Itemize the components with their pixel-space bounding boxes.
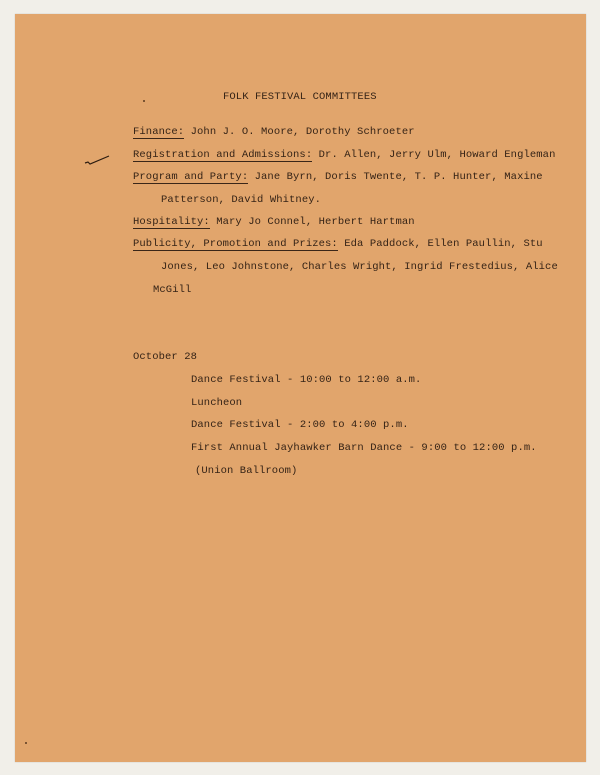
ink-speck — [143, 100, 145, 102]
publicity-members: Eda Paddock, Ellen Paullin, Stu — [344, 238, 543, 250]
registration-members: Dr. Allen, Jerry Ulm, Howard Engleman — [318, 149, 556, 161]
publicity-continued-2: McGill — [153, 284, 192, 296]
checkmark-icon — [83, 154, 113, 168]
schedule-item: First Annual Jayhawker Barn Dance - 9:00 to 12:00 p.m. — [191, 442, 537, 454]
document-title: FOLK FESTIVAL COMMITTEES — [223, 91, 377, 103]
program-line — [133, 171, 543, 183]
registration-label: Registration and Admissions: — [133, 149, 313, 161]
program-label: Program and Party: — [133, 171, 249, 183]
hospitality-line — [133, 216, 415, 228]
publicity-continued-1: Jones, Leo Johnstone, Charles Wright, Ingrid Frestedius, Alice — [161, 261, 558, 273]
hospitality-label: Hospitality: — [133, 216, 210, 228]
program-members: Jane Byrn, Doris Twente, T. P. Hunter, Maxine — [254, 171, 543, 183]
finance-line — [133, 126, 415, 138]
program-continued: Patterson, David Whitney. — [161, 194, 322, 206]
registration-line — [133, 149, 555, 161]
finance-members: John J. O. Moore, Dorothy Schroeter — [190, 126, 415, 138]
document-page — [15, 14, 586, 762]
schedule-item: Dance Festival - 10:00 to 12:00 a.m. — [191, 374, 422, 386]
schedule-item: Dance Festival - 2:00 to 4:00 p.m. — [191, 419, 409, 431]
schedule-item: Luncheon — [191, 397, 243, 409]
publicity-line — [133, 238, 543, 250]
ink-speck — [25, 742, 27, 744]
schedule-item: (Union Ballroom) — [195, 465, 298, 477]
schedule-date: October 28 — [133, 351, 198, 363]
finance-label: Finance: — [133, 126, 185, 138]
publicity-label: Publicity, Promotion and Prizes: — [133, 238, 338, 250]
hospitality-members: Mary Jo Connel, Herbert Hartman — [216, 216, 415, 228]
